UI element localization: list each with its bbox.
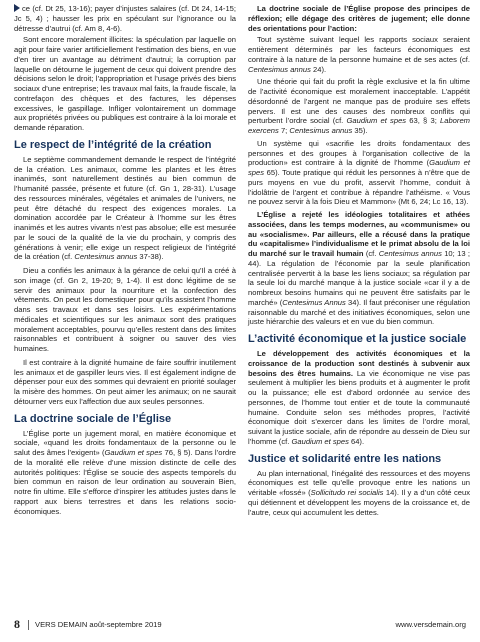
paragraph: Il est contraire à la dignité humaine de faire souffrir inutilement les animaux et de gaspiller leurs vies. Il est également indigne de dépenser pour eux des sommes qui devraient en priorité soulager la misère des hommes. On peut aimer les animaux; on ne saurait détourner vers eux l’affection due aux seules personnes. (14, 357, 236, 406)
section-heading: La doctrine sociale de l’Église (14, 412, 172, 425)
section-heading: Le respect de l’intégrité de la création (14, 138, 212, 151)
paragraph: ce (cf. Dt 25, 13-16); payer d’injustes salaires (cf. Dt 24, 14-15; Jc 5, 4) ; hausser les prix en spéculant sur l’ignorance ou la détresse d’autrui (cf. Am 8, 4-6). (14, 4, 236, 33)
page-number: 8 (14, 617, 20, 631)
paragraph: Dieu a confiés les animaux à la gérance de celui qu’Il a créé à son image (cf. Gn 2, 19-20; 9, 1-4). Il est donc légitime de se servir des animaux pour la nourriture et la confection des vêtements. On peut les domestiquer pour qu’ils assistent l’homme dans ses travaux et dans ses loisirs. Les expérimentations médicales et scientifiques sur les animaux sont des pratiques moralement acceptables, pourvu qu’elles restent dans des limites raisonnables et contribuent à soigner ou sauver des vies humaines. (14, 266, 236, 353)
paragraph: L’Église porte un jugement moral, en matière économique et sociale, «quand les droits fondamentaux de la personne ou le salut des âmes l’exigent» (Gaudium et spes 76, § 5). Dans l’ordre de la moralité elle relève d’une mission distincte de celle des autorités politiques: l’Église se soucie des aspects temporels du bien commun en raison de leur ordination au souverain Bien, notre fin ultime. Elle s’efforce d’inspirer les attitudes justes dans le rapport aux biens terrestres et dans les relations socio-économiques. (14, 428, 237, 516)
footer-divider (28, 620, 29, 630)
website-url: www.versdemain.org (395, 620, 466, 629)
magazine-issue: VERS DEMAIN août-septembre 2019 (35, 620, 162, 629)
paragraph: Sont encore moralement illicites: la spéculation par laquelle on agit pour faire varier artificiellement l’estimation des biens, en vue d’en tirer un avantage au détriment d’autrui; la corruption par laquelle on détourne le jugement de ceux qui doivent prendre des décisions selon le droit; l’appropriation et l’usage privés des biens sociaux d’une entreprise; les travaux mal faits, la fraude fiscale, la contrefaçon des chèques et des factures, les dépenses excessives, le gaspillage. Infliger volontairement un dommage aux propriétés privées ou publiques est contraire à la loi morale et demande réparation. (14, 35, 236, 132)
paragraph: Au plan international, l’inégalité des ressources et des moyens économiques est telle qu’elle provoque entre les nations un véritable «fossé» (Sollicitudo rei socialis 14). Il y a d’un côté ceux qui détiennent et développent les moyens de la croissance et, de l’autre, ceux qui accumulent les dettes. (248, 468, 470, 517)
paragraph: Le développement des activités économiques et la croissance de la production sont destinés à subvenir aux besoins des êtres humains. La vie économique ne vise pas seulement à multiplier les biens produits et à augmenter le profit ou la puissance; elle est d’abord ordonnée au service des personnes, de l’homme tout entier et de toute la communauté humaine. Conduite selon ses méthodes propres, l’activité économique doit s’exercer dans les limites de l’ordre moral, suivant la justice sociale, afin de répondre au dessein de Dieu sur l’homme (cf. Gaudium et spes 64). (248, 349, 470, 446)
paragraph: L’Église a rejeté les idéologies totalitaires et athées associées, dans les temps modernes, au «communisme» ou au «socialisme». Par ailleurs, elle a récusé dans la pratique du «capitalisme» l’individualisme et le primat absolu de la loi du marché sur le travail humain (cf. Centesimus annus 10; 13 ; 44). La régulation de l’économie par la seule planification centralisée pervertit à la base les liens sociaux; sa régulation par la seule loi du marché manque à la justice sociale «car il y a de nombreux besoins humains qui ne peuvent être satisfaits par le marché» (Centesimus Annus 34). Il faut préconiser une régulation raisonnable du marché et des initiatives économiques, selon une juste hiérarchie des valeurs et en vue du bien commun. (248, 210, 471, 327)
paragraph: Tout système suivant lequel les rapports sociaux seraient entièrement déterminés par les facteurs économiques est contraire à la nature de la personne humaine et de ses actes (cf. Centesimus annus 24). (248, 35, 470, 74)
section-heading: Justice et solidarité entre les nations (248, 452, 442, 465)
right-column (248, 4, 470, 517)
triangle-marker-icon (14, 4, 20, 12)
section-heading: L’activité économique et la justice sociale (248, 333, 467, 345)
paragraph: Une théorie qui fait du profit la règle exclusive et la fin ultime de l’activité économique est moralement inacceptable. L’appétit désordonné de l’argent ne manque pas de produire ses effets pervers. Il est une des causes des nombreux conflits qui perturbent l’ordre social (cf. Gaudium et spes 63, § 3; Laborem exercens 7; Centesimus annus 35). (248, 77, 470, 135)
paragraph: Un système qui «sacrifie les droits fondamentaux des personnes et des groupes à l’organisation collective de la production» est contraire à la dignité de l’homme (Gaudium et spes 65). Toute pratique qui réduit les personnes à n’être que de purs moyens en vue du profit, asservit l’homme, conduit à l’idolâtrie de l’argent et contribue à répandre l’athéisme. « Vous ne pouvez servir à la fois Dieu et Mammon» (Mt 6, 24; Lc 16, 13). (248, 138, 471, 207)
page-footer (14, 618, 466, 632)
left-column (14, 4, 236, 516)
paragraph: La doctrine sociale de l’Église propose des principes de réflexion; elle dégage des critères de jugement; elle donne des orientations pour l’action: (248, 4, 470, 33)
paragraph: Le septième commandement demande le respect de l’intégrité de la création. Les animaux, comme les plantes et les êtres inanimés, sont naturellement destinés au bien commun de l’humanité passée, présente et future (cf. Gn 1, 28-31). L’usage des ressources minérales, végétales et animales de l’univers, ne peut être détaché du respect des exigences morales. La domination accordée par le Créateur à l’homme sur les êtres inanimés et les autres vivants n’est pas absolue; elle est mesurée par le souci de la qualité de la vie du prochain, y compris des générations à venir; elle exige un respect religieux de l’intégrité de la création (cf. Centesimus annus 37-38). (14, 154, 236, 262)
